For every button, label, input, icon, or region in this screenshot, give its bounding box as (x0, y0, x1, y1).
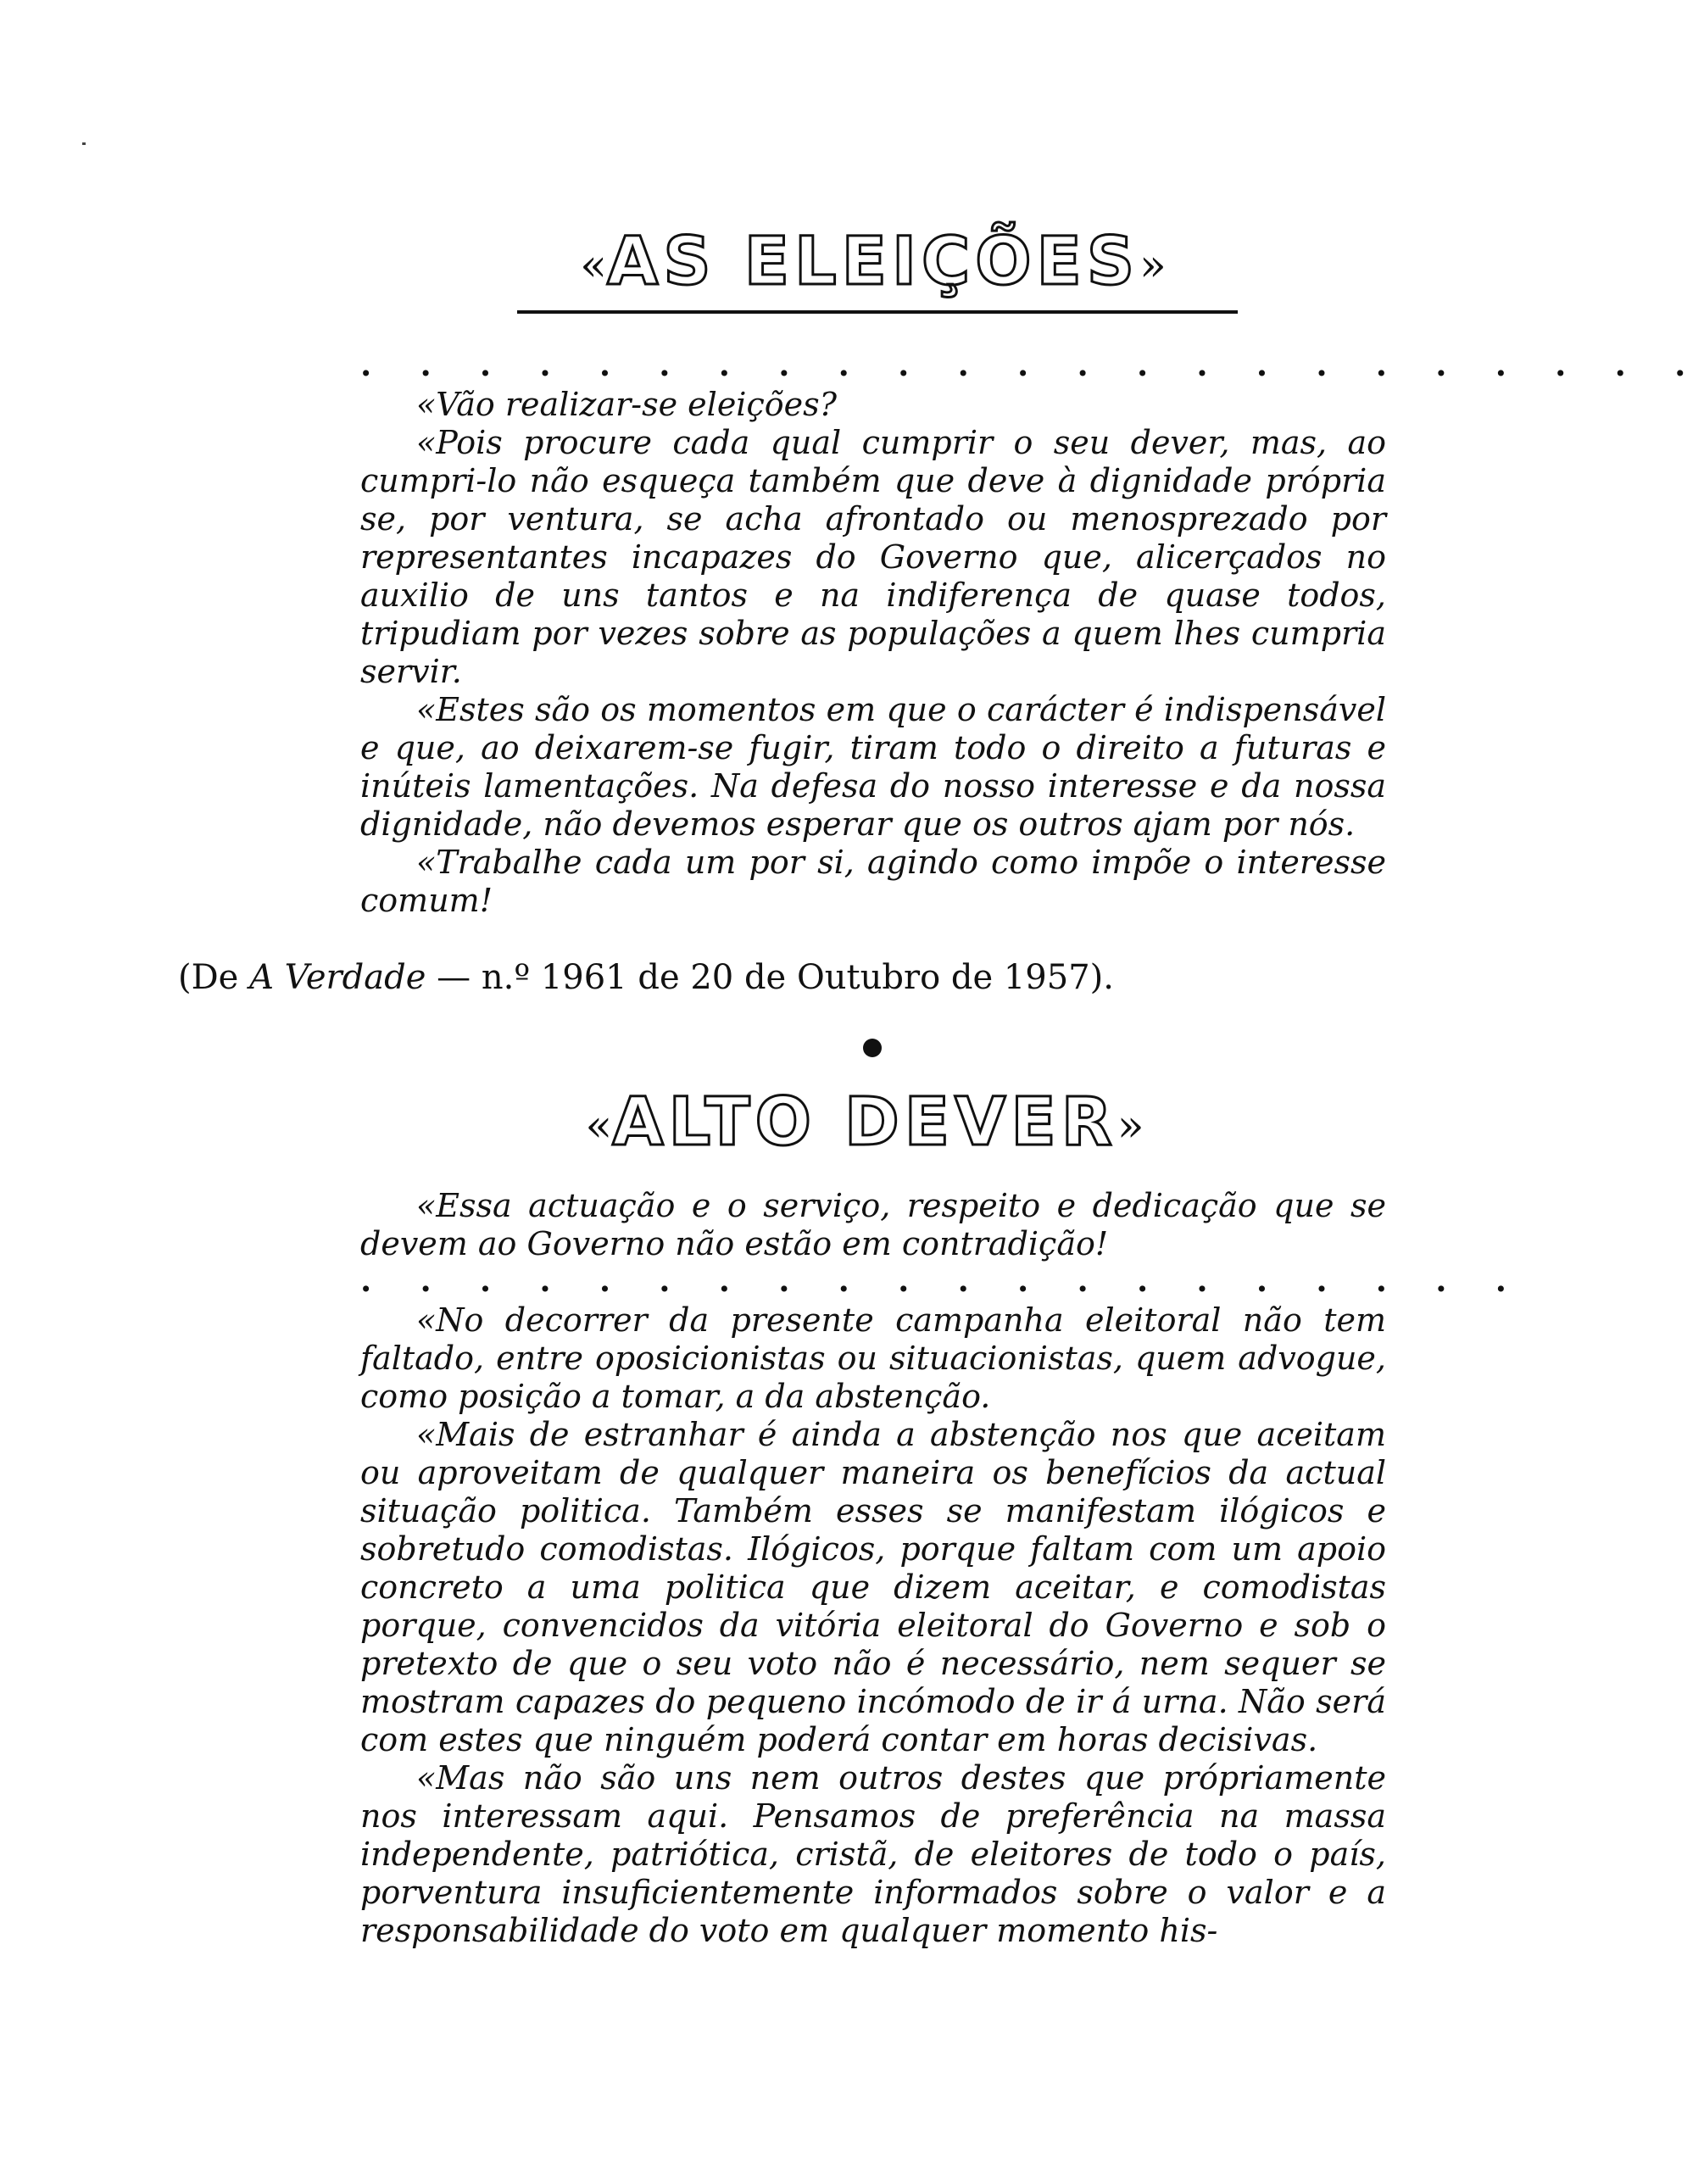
open-guillemet: « (580, 240, 607, 292)
paragraph: «Trabalhe cada um por si, agindo como impõe o interesse comum! (360, 844, 1386, 919)
paragraph: «Vão realizar-se eleições? (416, 386, 837, 423)
paragraph: «Pois procure cada qual cumprir o seu dever, mas, ao cumpri-lo não esqueça também que deve à dignidade própria se, por ventura, se acha afrontado ou menosprezado por representantes incapazes do Governo que, alicerçados no auxilio de uns tantos e na indiferença de quase todos, tripudiam por vezes sobre as populações a quem lhes cumpria servir. (360, 424, 1386, 690)
ellipsis-line: . . . . . . . . . . . . . . . . . . . . . . . (360, 345, 1704, 383)
section-body-alto-dever (360, 1187, 1525, 1950)
section-separator-bullet (863, 1039, 882, 1057)
source-citation (178, 956, 1450, 999)
heading-text: ALTO DEVER (612, 1084, 1117, 1161)
section-heading-alto-dever (526, 1084, 1204, 1161)
citation-publication: A Verdade (249, 958, 426, 997)
section-body-as-eleicoes (360, 345, 1704, 920)
close-guillemet: » (1117, 1100, 1144, 1152)
close-guillemet: » (1139, 240, 1167, 292)
citation-prefix: (De (178, 958, 250, 997)
citation-suffix: — n.º 1961 de 20 de Outubro de 1957). (426, 958, 1114, 997)
ellipsis-line: . . . . . . . . . . . . . . . . . . . . (360, 1261, 1525, 1299)
heading-underline (517, 310, 1238, 314)
heading-text: AS ELEIÇÕES (607, 224, 1139, 300)
paragraph: «Mais de estranhar é ainda a abstenção nos que aceitam ou aproveitam de qualquer maneira os benefícios da actual situação politica. Também esses se manifestam ilógicos e sobretudo comodistas. Ilógicos, porque faltam com um apoio concreto a uma politica que dizem aceitar, e comodistas porque, convencidos da vitória eleitoral do Governo e sob o pretexto de que o seu voto não é necessário, nem sequer se mostram capazes do pequeno incómodo de ir á urna. Não será com estes que ninguém poderá contar em horas decisivas. (360, 1416, 1386, 1758)
section-heading-as-eleicoes (509, 224, 1238, 300)
paragraph: «Mas não são uns nem outros destes que própriamente nos interessam aqui. Pensamos de preferência na massa independente, patriótica, cristã, de eleitores de todo o país, porventura insuficientemente informados sobre o valor e a responsabilidade do voto em qualquer momento his- (360, 1759, 1386, 1949)
paragraph: «No decorrer da presente campanha eleitoral não tem faltado, entre oposicionistas ou situacionistas, quem advogue, como posição a tomar, a da abstenção. (360, 1301, 1386, 1415)
paragraph: «Estes são os momentos em que o carácter é indispensável e que, ao deixarem-se fugir, tiram todo o direito a futuras e inúteis lamentações. Na defesa do nosso interesse e da nossa dignidade, não devemos esperar que os outros ajam por nós. (360, 691, 1386, 843)
open-guillemet: « (585, 1100, 613, 1152)
paragraph: «Essa actuação e o serviço, respeito e dedicação que se devem ao Governo não estão em contradição! (360, 1187, 1386, 1262)
scan-speck (82, 142, 86, 145)
